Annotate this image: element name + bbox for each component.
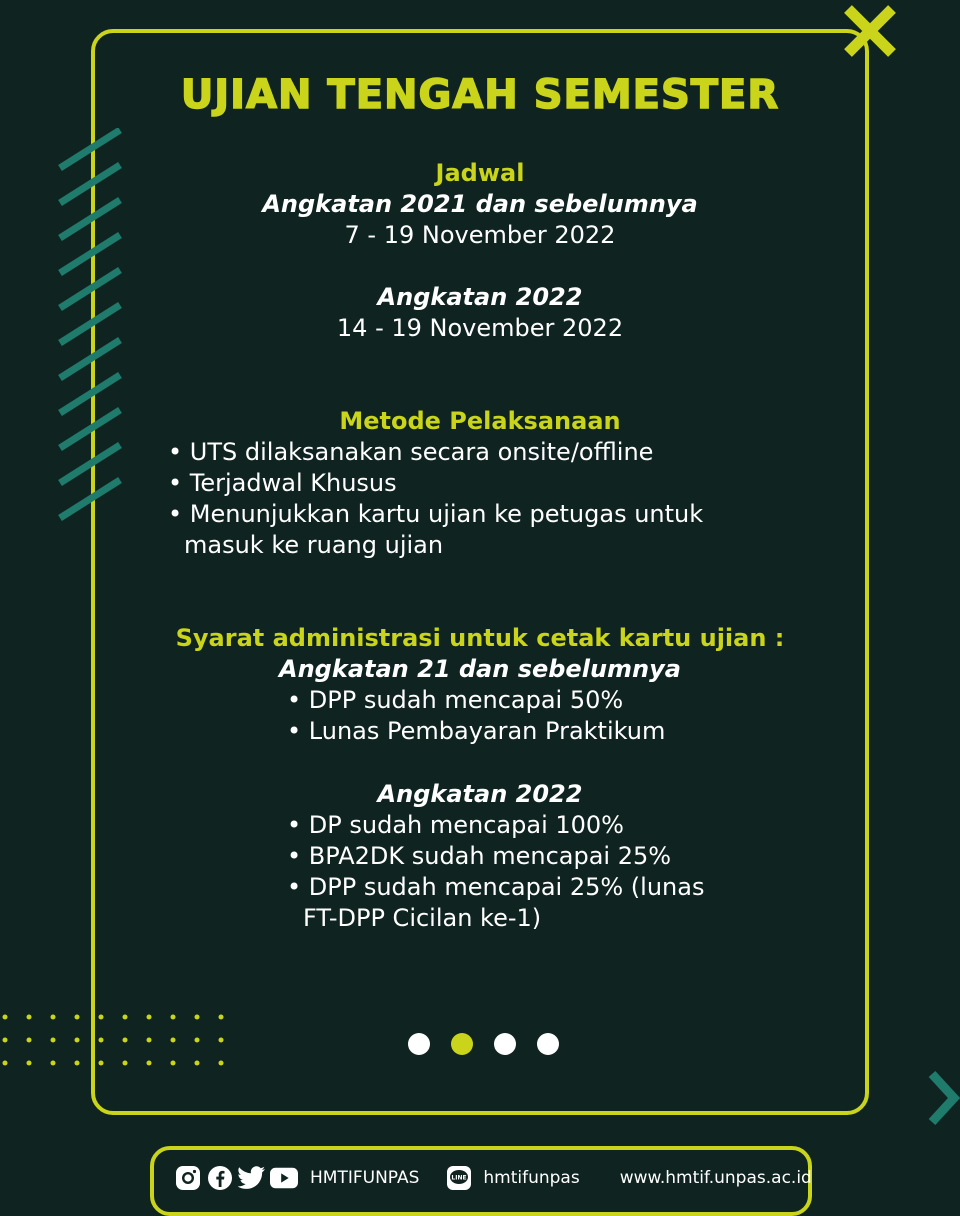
requirements-heading: Syarat administrasi untuk cetak kartu ujian : — [175, 624, 785, 652]
page-title: UJIAN TENGAH SEMESTER — [180, 72, 780, 118]
list-item: • DP sudah mencapai 100% — [287, 811, 624, 839]
list-item: • Lunas Pembayaran Praktikum — [287, 717, 666, 745]
schedule-group-label: Angkatan 2021 dan sebelumnya — [262, 190, 698, 218]
social-footer — [174, 1162, 812, 1194]
line-app-icon[interactable] — [445, 1164, 473, 1192]
next-arrow-icon[interactable] — [926, 1068, 960, 1128]
pager-dot[interactable] — [537, 1033, 559, 1055]
pager-dot[interactable] — [451, 1033, 473, 1055]
decorative-dots — [0, 1010, 230, 1070]
schedule-section — [91, 158, 869, 344]
close-icon[interactable] — [842, 3, 898, 59]
list-item: • Terjadwal Khusus — [168, 469, 397, 497]
list-item: • BPA2DK sudah mencapai 25% — [287, 842, 672, 870]
facebook-icon[interactable] — [206, 1164, 234, 1192]
method-heading-wrap — [91, 406, 869, 437]
method-list — [168, 437, 703, 561]
svg-text:LINE: LINE — [451, 1174, 467, 1182]
list-item-continuation: FT-DPP Cicilan ke-1) — [303, 904, 542, 932]
requirements-group-label: Angkatan 2022 — [377, 780, 583, 808]
requirements-section — [91, 623, 869, 685]
website-link[interactable]: www.hmtif.unpas.ac.id — [619, 1168, 812, 1188]
list-item-continuation: masuk ke ruang ujian — [184, 531, 444, 559]
youtube-icon[interactable] — [270, 1164, 298, 1192]
list-item: • DPP sudah mencapai 25% (lunas — [287, 873, 705, 901]
slide-pager — [408, 1033, 559, 1055]
list-item: • Menunjukkan kartu ujian ke petugas untuk — [168, 500, 704, 528]
requirements-list — [287, 810, 704, 934]
schedule-group-dates: 14 - 19 November 2022 — [336, 314, 624, 342]
social-handle[interactable]: HMTIFUNPAS — [310, 1168, 420, 1188]
list-item: • UTS dilaksanakan secara onsite/offline — [168, 438, 654, 466]
line-id[interactable]: hmtifunpas — [483, 1168, 580, 1188]
requirements-group-wrap — [91, 779, 869, 810]
method-heading: Metode Pelaksanaan — [339, 407, 621, 435]
schedule-group-dates: 7 - 19 November 2022 — [344, 221, 616, 249]
pager-dot[interactable] — [408, 1033, 430, 1055]
schedule-group-label: Angkatan 2022 — [377, 283, 583, 311]
pager-dot[interactable] — [494, 1033, 516, 1055]
instagram-icon[interactable] — [174, 1164, 202, 1192]
twitter-icon[interactable] — [238, 1164, 266, 1192]
requirements-group-label: Angkatan 21 dan sebelumnya — [279, 655, 681, 683]
list-item: • DPP sudah mencapai 50% — [287, 686, 624, 714]
schedule-heading: Jadwal — [435, 159, 525, 187]
requirements-list — [287, 685, 665, 747]
